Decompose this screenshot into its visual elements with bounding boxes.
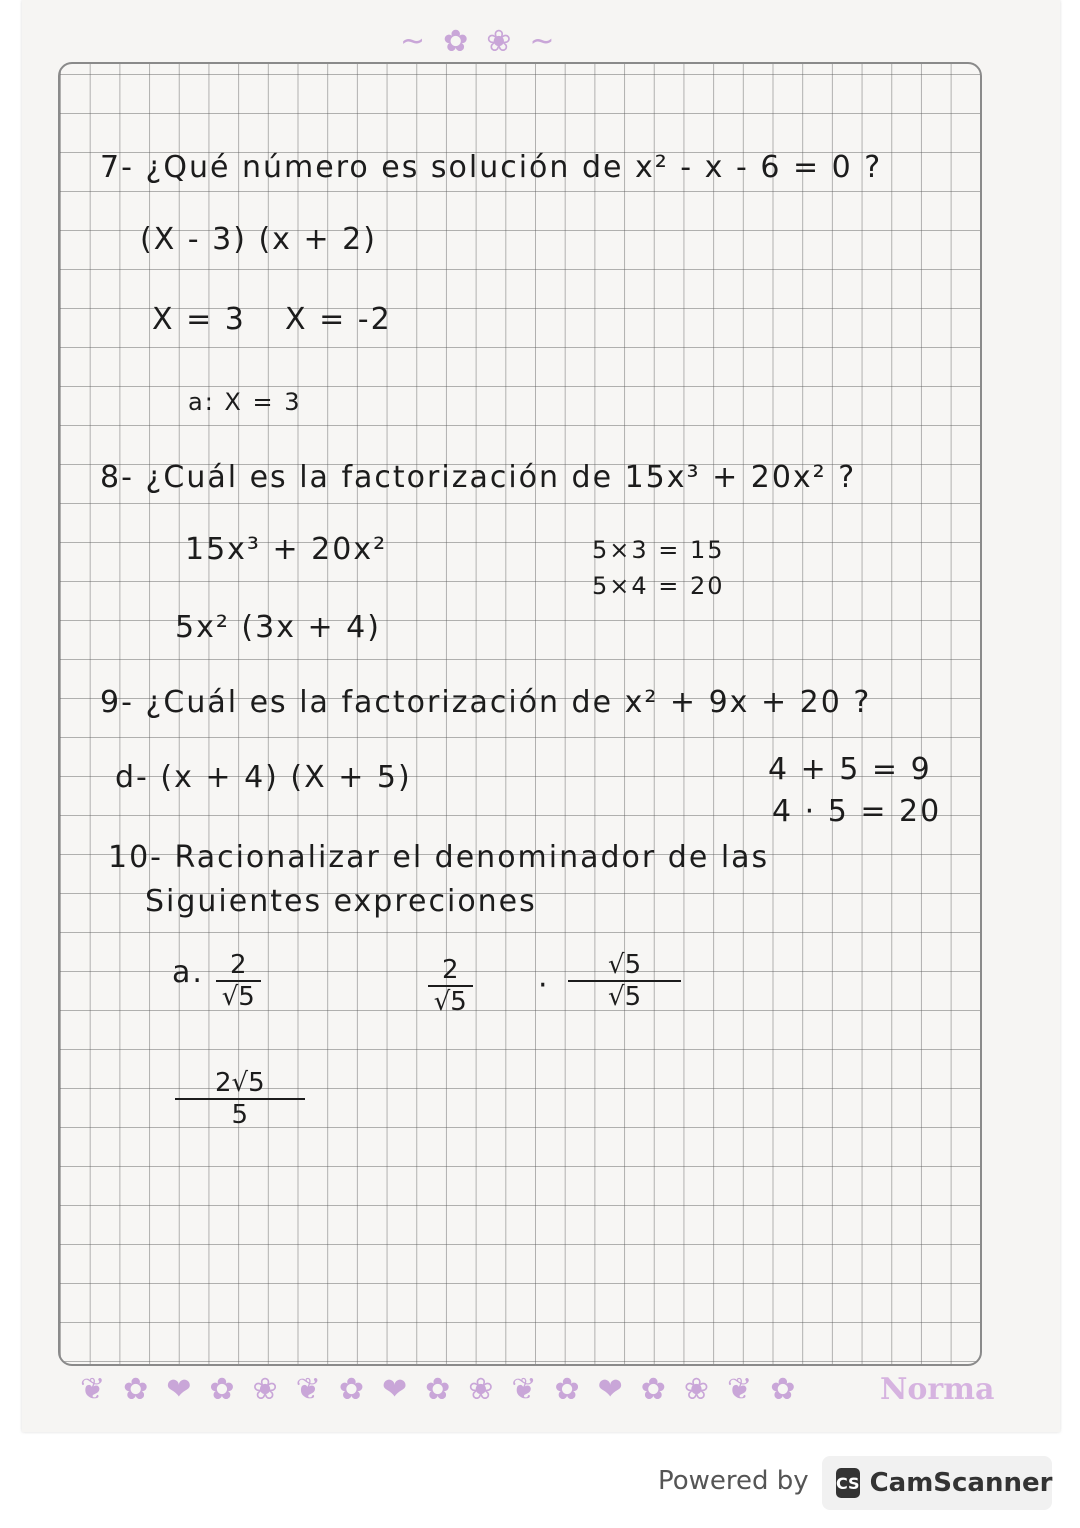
q7-root-1: X = 3	[152, 302, 246, 337]
numerator: √5	[568, 950, 681, 982]
q9-work-2: 4 · 5 = 20	[772, 794, 942, 829]
q9-work-1: 4 + 5 = 9	[768, 752, 932, 787]
q8-answer: 5x² (3x + 4)	[175, 610, 381, 645]
camscanner-logo-icon: CS	[836, 1468, 860, 1498]
q10-step-left-fraction	[428, 955, 473, 1017]
denominator: 5	[231, 1100, 249, 1130]
q7-root-2: X = -2	[285, 302, 392, 337]
q7-factored: (X - 3) (x + 2)	[140, 222, 377, 257]
q10-step-right-fraction	[568, 950, 681, 1012]
q10-item-label: a.	[172, 955, 204, 990]
question-10-line-1: 10- Racionalizar el denominador de las	[108, 840, 770, 875]
question-9: 9- ¿Cuál es la factorización de x² + 9x + 20 ?	[100, 685, 872, 720]
flower-decoration-bottom: ❦✿❤✿❀❦✿❤✿❀❦✿❤✿❀❦✿	[80, 1372, 814, 1407]
q7-answer: a: X = 3	[188, 388, 302, 416]
q8-work-1: 5×3 = 15	[592, 536, 725, 564]
camscanner-name: CamScanner	[869, 1468, 1053, 1498]
numerator: 2√5	[175, 1068, 305, 1100]
q8-work-2: 5×4 = 20	[592, 572, 725, 600]
q10-result-fraction	[175, 1068, 305, 1130]
q10-item-fraction	[216, 950, 261, 1012]
numerator: 2	[216, 950, 261, 982]
camscanner-badge[interactable]	[822, 1456, 1052, 1510]
multiply-dot: ·	[538, 968, 550, 1003]
question-10-line-2: Siguientes expreciones	[145, 884, 537, 919]
denominator: √5	[221, 982, 255, 1012]
notebook-brand-logo: Norma	[880, 1372, 995, 1407]
powered-by-label: Powered by	[658, 1466, 809, 1496]
q8-expression: 15x³ + 20x²	[185, 532, 388, 567]
q9-answer: d- (x + 4) (X + 5)	[115, 760, 412, 795]
question-8: 8- ¿Cuál es la factorización de 15x³ + 20x² ?	[100, 460, 857, 495]
denominator: √5	[608, 982, 642, 1012]
denominator: √5	[433, 987, 467, 1017]
flower-decoration-top: ~✿❀~	[400, 24, 573, 59]
question-7: 7- ¿Qué número es solución de x² - x - 6 = 0 ?	[100, 150, 883, 185]
numerator: 2	[428, 955, 473, 987]
